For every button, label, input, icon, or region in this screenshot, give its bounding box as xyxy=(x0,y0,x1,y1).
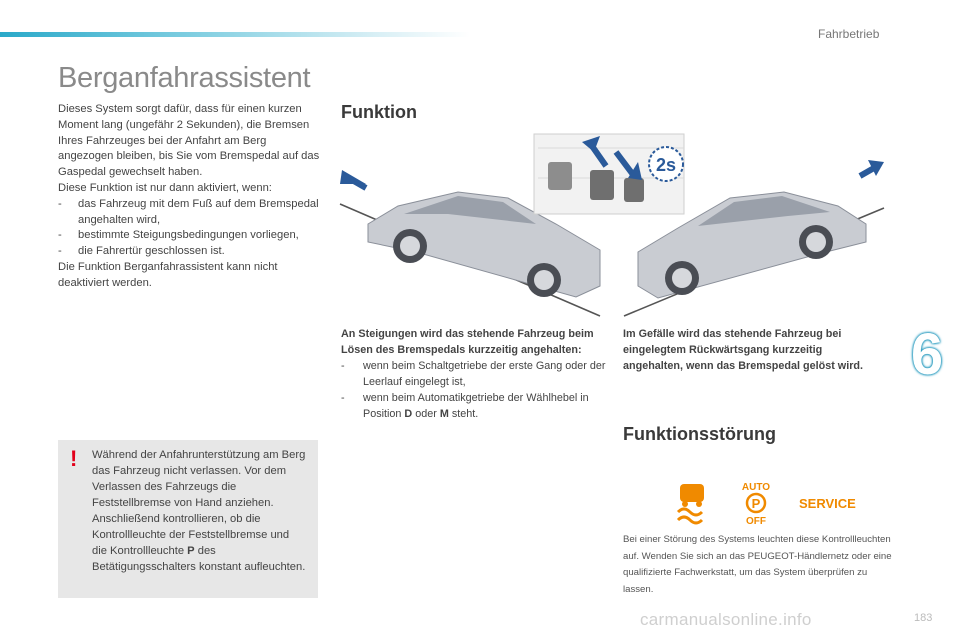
funktionsstoerung-heading: Funktionsstörung xyxy=(623,424,776,444)
warning-box xyxy=(58,440,318,598)
svg-text:OFF: OFF xyxy=(746,516,766,527)
page-number: 183 xyxy=(914,612,933,624)
intro-text xyxy=(58,102,320,292)
funktion-heading: Funktion xyxy=(341,102,417,122)
warning-lamps xyxy=(670,480,856,527)
bullet-mark: - xyxy=(58,245,62,258)
section-label: Fahrbetrieb xyxy=(818,27,880,41)
chapter-number: 6 xyxy=(910,322,944,387)
arrow-reverse-icon xyxy=(860,160,884,176)
intro-bullet: - bestimmte Steigungsbedingungen vorliegen, xyxy=(58,228,320,244)
header-accent-bar xyxy=(0,32,470,37)
bullet-mark: - xyxy=(341,360,345,372)
esp-skid-lamp-icon xyxy=(678,484,704,523)
bullet-mark: - xyxy=(341,392,345,404)
svg-text:AUTO: AUTO xyxy=(741,482,771,493)
bullet-mark: - xyxy=(58,229,62,242)
intro-conditions-lead: Diese Funktion ist nur dann aktiviert, wenn: xyxy=(58,181,272,194)
intro-note: Die Funktion Berganfahrassistent kann nicht deaktiviert werden. xyxy=(58,260,278,289)
svg-text:P: P xyxy=(751,496,761,511)
intro-paragraph: Dieses System sorgt dafür, dass für einen kurzen Moment lang (ungefähr 2 Sekunden), die Bremsen Ihres Fahrzeuges bei der Anfahrt am Berg angezogen bleiben, bis Sie vom Bremspedal auf das Gaspedal gewechselt haben. xyxy=(58,103,320,179)
warning-text: Während der Anfahrunterstützung am Berg das Fahrzeug nicht verlassen. Vor dem Verlassen des Fahrzeugs die Feststellbremse von Hand anziehen. Anschließend kontrollieren, ob die Kontrollleuchte der Feststellbremse und die Kontrollleuchte P des Betätigungsschalters konstant aufleuchten. xyxy=(92,449,306,573)
intro-bullet: - die Fahrertür geschlossen ist. xyxy=(58,244,320,260)
bullet-mark: - xyxy=(58,197,62,210)
watermark: carmanualsonline.info xyxy=(640,610,812,629)
service-lamp-icon: SERVICE xyxy=(799,496,856,511)
warning-icon: ! xyxy=(70,446,78,471)
downhill-caption: Im Gefälle wird das stehende Fahrzeug bei eingelegtem Rückwärtsgang kurzzeitig angehalten, wenn das Bremspedal gelöst wird. xyxy=(623,328,863,372)
timer-label: 2s xyxy=(655,155,677,175)
page-title: Berganfahrassistent xyxy=(58,62,311,94)
timer-2s-icon xyxy=(649,147,683,181)
uphill-caption xyxy=(341,326,606,422)
intro-bullet: - das Fahrzeug mit dem Fuß auf dem Bremspedal angehalten wird, xyxy=(58,197,319,226)
hill-start-illustration xyxy=(338,132,886,320)
auto-p-off-lamp-icon xyxy=(742,482,770,527)
uphill-lead: An Steigungen wird das stehende Fahrzeug beim Lösen des Bremspedals kurzzeitig angehalten: xyxy=(341,328,594,356)
fault-text: Bei einer Störung des Systems leuchten diese Kontrollleuchten auf. Wenden Sie sich an das PEUGEOT-Händlernetz oder eine qualifizierte Fachwerkstatt, um das System überprüfen zu lassen. xyxy=(623,534,892,595)
uphill-bullet: - wenn beim Automatikgetriebe der Wählhebel in Position D oder M steht. xyxy=(341,392,589,420)
arrow-backward-icon xyxy=(340,170,366,188)
uphill-bullet: - wenn beim Schaltgetriebe der erste Gang oder der Leerlauf eingelegt ist, xyxy=(341,360,606,388)
